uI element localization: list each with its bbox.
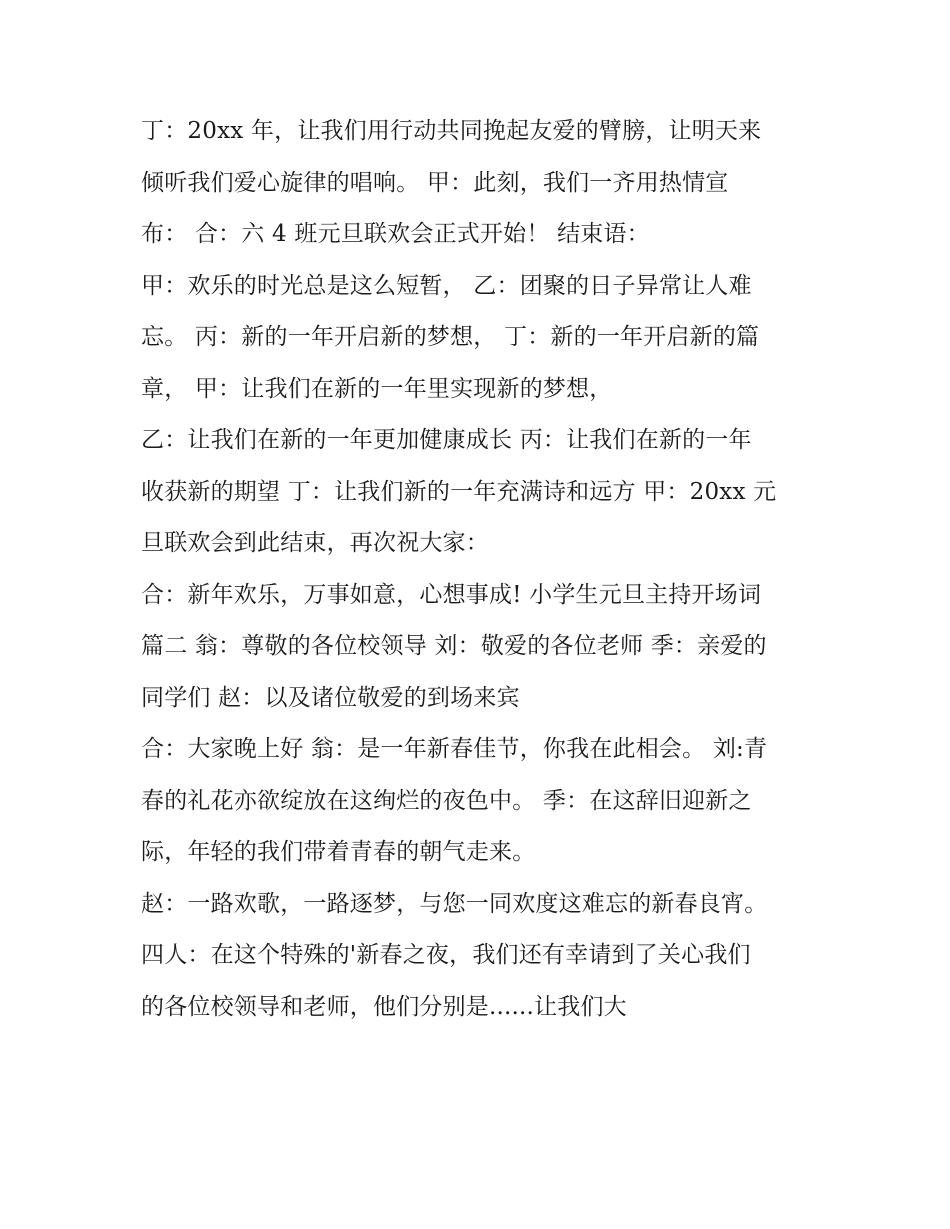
text-line: 收获新的期望 丁：让我们新的一年充满诗和远方 甲：20xx 元 (141, 478, 777, 505)
text-line: 倾听我们爱心旋律的唱响。 甲：此刻，我们一齐用热情宣 (141, 169, 729, 196)
body-text (141, 106, 841, 1033)
text-line: 的各位校领导和老师，他们分别是......让我们大 (141, 993, 627, 1020)
text-line: 同学们 赵：以及诸位敬爱的到场来宾 (141, 684, 520, 711)
text-line: 丁：20xx 年，让我们用行动共同挽起友爱的臂膀，让明天来 (141, 118, 762, 144)
text-line: 甲：欢乐的时光总是这么短暂， 乙：团聚的日子异常让人难 (141, 272, 752, 299)
text-line: 赵：一路欢歌，一路逐梦，与您一同欢度这难忘的新春良宵。 (141, 890, 768, 917)
text-line: 篇二 翁：尊敬的各位校领导 刘：敬爱的各位老师 季：亲爱的 (141, 633, 767, 659)
text-line: 章， 甲：让我们在新的一年里实现新的梦想， (141, 375, 613, 402)
text-line: 合：大家晚上好 翁：是一年新春佳节，你我在此相会。 刘:青 (141, 736, 768, 762)
text-line: 忘。 丙：新的一年开启新的梦想， 丁：新的一年开启新的篇 (141, 324, 760, 350)
text-line: 四人：在这个特殊的'新春之夜，我们还有幸请到了关心我们 (141, 942, 751, 968)
text-line: 春的礼花亦欲绽放在这绚烂的夜色中。 季：在这辞旧迎新之 (141, 787, 752, 814)
text-line: 旦联欢会到此结束，再次祝大家： (141, 530, 489, 556)
text-line: 合：新年欢乐，万事如意，心想事成! 小学生元旦主持开场词 (141, 581, 762, 608)
text-line: 布： 合：六 4 班元旦联欢会正式开始！ 结束语： (141, 221, 650, 247)
text-line: 际，年轻的我们带着青春的朝气走来。 (141, 839, 536, 865)
text-line: 乙：让我们在新的一年更加健康成长 丙：让我们在新的一年 (141, 427, 752, 453)
